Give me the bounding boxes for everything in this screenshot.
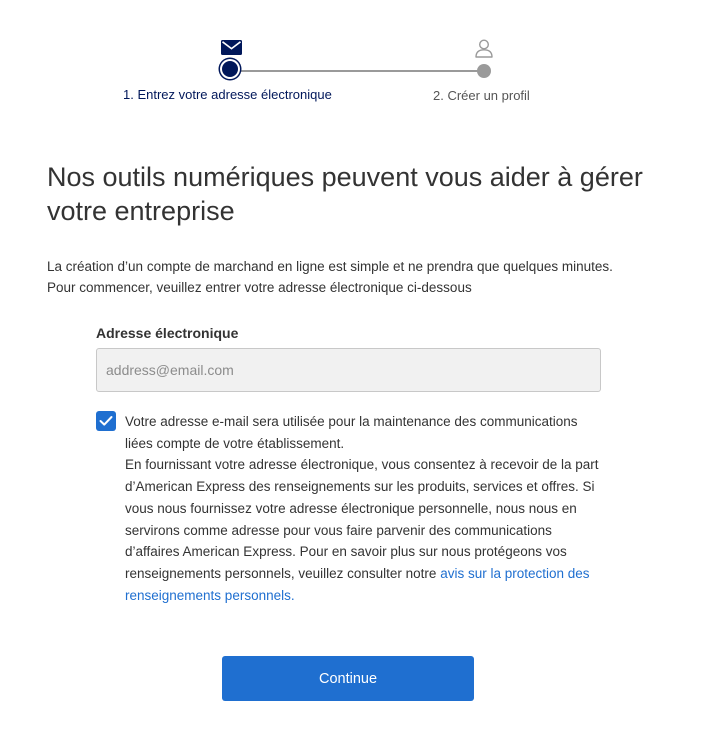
signup-form [96,322,602,603]
mail-icon [221,40,242,55]
step-1-label: 1. Entrez votre adresse électronique [123,87,332,102]
privacy-policy-link[interactable]: avis sur la protection des renseignements personnels. [125,565,590,603]
continue-button[interactable]: Continue [222,656,474,701]
step-2-label: 2. Créer un profil [433,88,530,103]
page-title: Nos outils numériques peuvent vous aider à gérer votre entreprise [47,162,643,226]
intro-line-1: La création d’un compte de marchand en ligne est simple et ne prendra que quelques minutes. [47,259,613,274]
step-2-indicator [477,64,491,78]
email-input[interactable] [96,348,601,392]
consent-text [125,411,603,606]
intro-line-2: Pour commencer, veuillez entrer votre adresse électronique ci-dessous [47,280,472,295]
progress-stepper [0,0,703,110]
user-icon [474,38,494,58]
consent-checkbox[interactable] [96,411,116,431]
consent-text-maintenance: Votre adresse e-mail sera utilisée pour la maintenance des communications liées compte de votre établissement. [125,414,578,451]
step-1-indicator [222,61,238,77]
checkmark-icon [99,415,113,427]
stepper-connector-line [232,70,484,72]
consent-text-marketing: En fournissant votre adresse électronique, vous consentez à recevoir de la part d’American Express des renseignements sur les produits, services et offres. Si vous nous fournissez votre adresse électronique personnelle, nous nous en servirons comme adresse pour vous faire parvenir des communications d’affaires American Express. Pour en savoir plus sur nous protégeons vos renseignements personnels, veuillez consulter notre [125,457,599,581]
email-label: Adresse électronique [96,325,239,341]
intro-text [47,256,687,298]
